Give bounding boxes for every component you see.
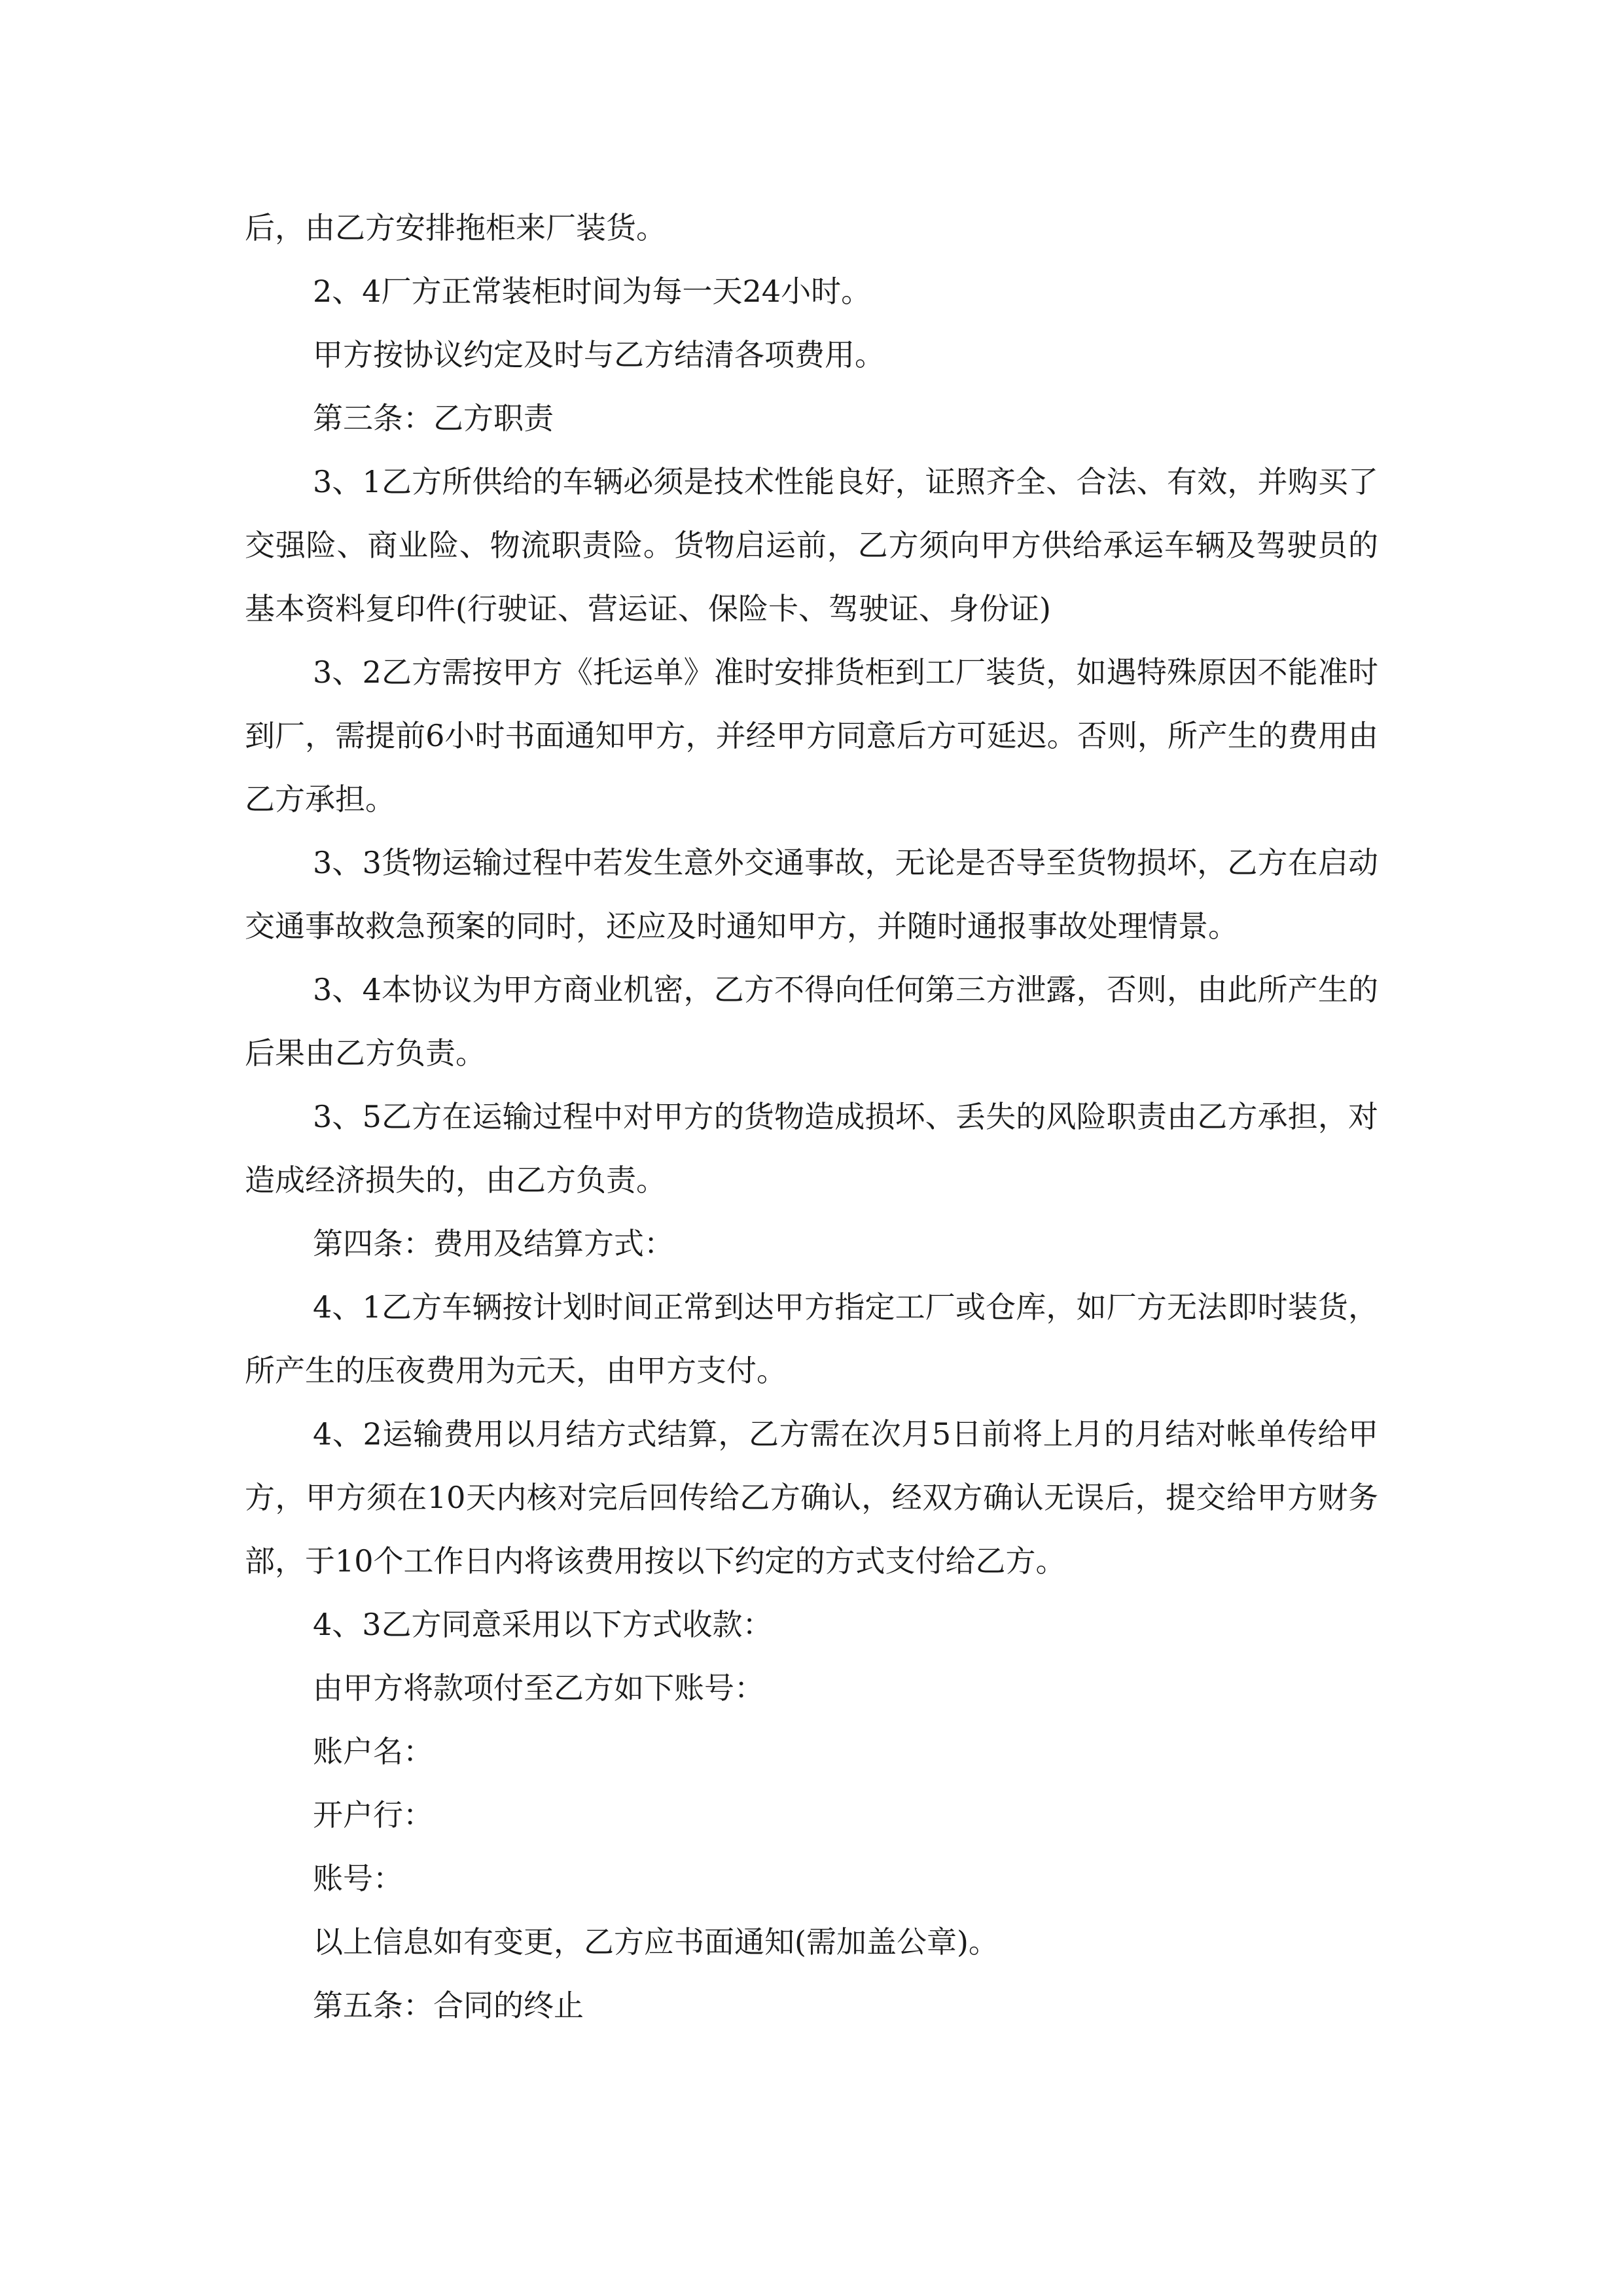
clause-3-4: 3、4本协议为甲方商业机密，乙方不得向任何第三方泄露，否则，由此所产生的后果由乙方负责。 [245, 972, 1378, 1071]
field-account-name: 账户名： [313, 1734, 433, 1769]
article-3-heading: 第三条：乙方职责 [313, 401, 554, 436]
paragraph-settlement: 甲方按协议约定及时与乙方结清各项费用。 [313, 337, 885, 372]
document-body [245, 196, 1378, 2037]
clause-3-2: 3、2乙方需按甲方《托运单》准时安排货柜到工厂装货，如遇特殊原因不能准时到厂，需提前6小时书面通知甲方，并经甲方同意后方可延迟。否则，所产生的费用由乙方承担。 [245, 655, 1378, 817]
paragraph-continuation: 后，由乙方安排拖柜来厂装货。 [245, 210, 666, 245]
clause-4-2: 4、2运输费用以月结方式结算，乙方需在次月5日前将上月的月结对帐单传给甲方，甲方须在10天内核对完后回传给乙方确认，经双方确认无误后，提交给甲方财务部，于10个工作日内将该费用按以下约定的方式支付给乙方。 [245, 1416, 1378, 1579]
clause-3-5: 3、5乙方在运输过程中对甲方的货物造成损坏、丢失的风险职责由乙方承担，对造成经济损失的，由乙方负责。 [245, 1099, 1378, 1198]
article-5-heading: 第五条：合同的终止 [313, 1988, 584, 2023]
paragraph-payment-account: 由甲方将款项付至乙方如下账号： [313, 1670, 764, 1706]
clause-2-4: 2、4厂方正常装柜时间为每一天24小时。 [313, 274, 872, 309]
clause-4-3: 4、3乙方同意采用以下方式收款： [313, 1607, 773, 1642]
clause-3-3: 3、3货物运输过程中若发生意外交通事故，无论是否导至货物损坏，乙方在启动交通事故救急预案的同时，还应及时通知甲方，并随时通报事故处理情景。 [245, 845, 1378, 944]
paragraph-change-notice: 以上信息如有变更，乙方应书面通知(需加盖公章)。 [313, 1924, 999, 1960]
field-account-number: 账号： [313, 1861, 403, 1896]
clause-4-1: 4、1乙方车辆按计划时间正常到达甲方指定工厂或仓库，如厂方无法即时装货，所产生的压夜费用为元天，由甲方支付。 [245, 1289, 1378, 1388]
field-bank: 开户行： [313, 1797, 433, 1833]
clause-3-1: 3、1乙方所供给的车辆必须是技术性能良好，证照齐全、合法、有效，并购买了交强险、商业险、物流职责险。货物启运前，乙方须向甲方供给承运车辆及驾驶员的基本资料复印件(行驶证、营运证、保险卡、驾驶证、身份证) [245, 464, 1378, 626]
article-4-heading: 第四条：费用及结算方式： [313, 1226, 674, 1261]
